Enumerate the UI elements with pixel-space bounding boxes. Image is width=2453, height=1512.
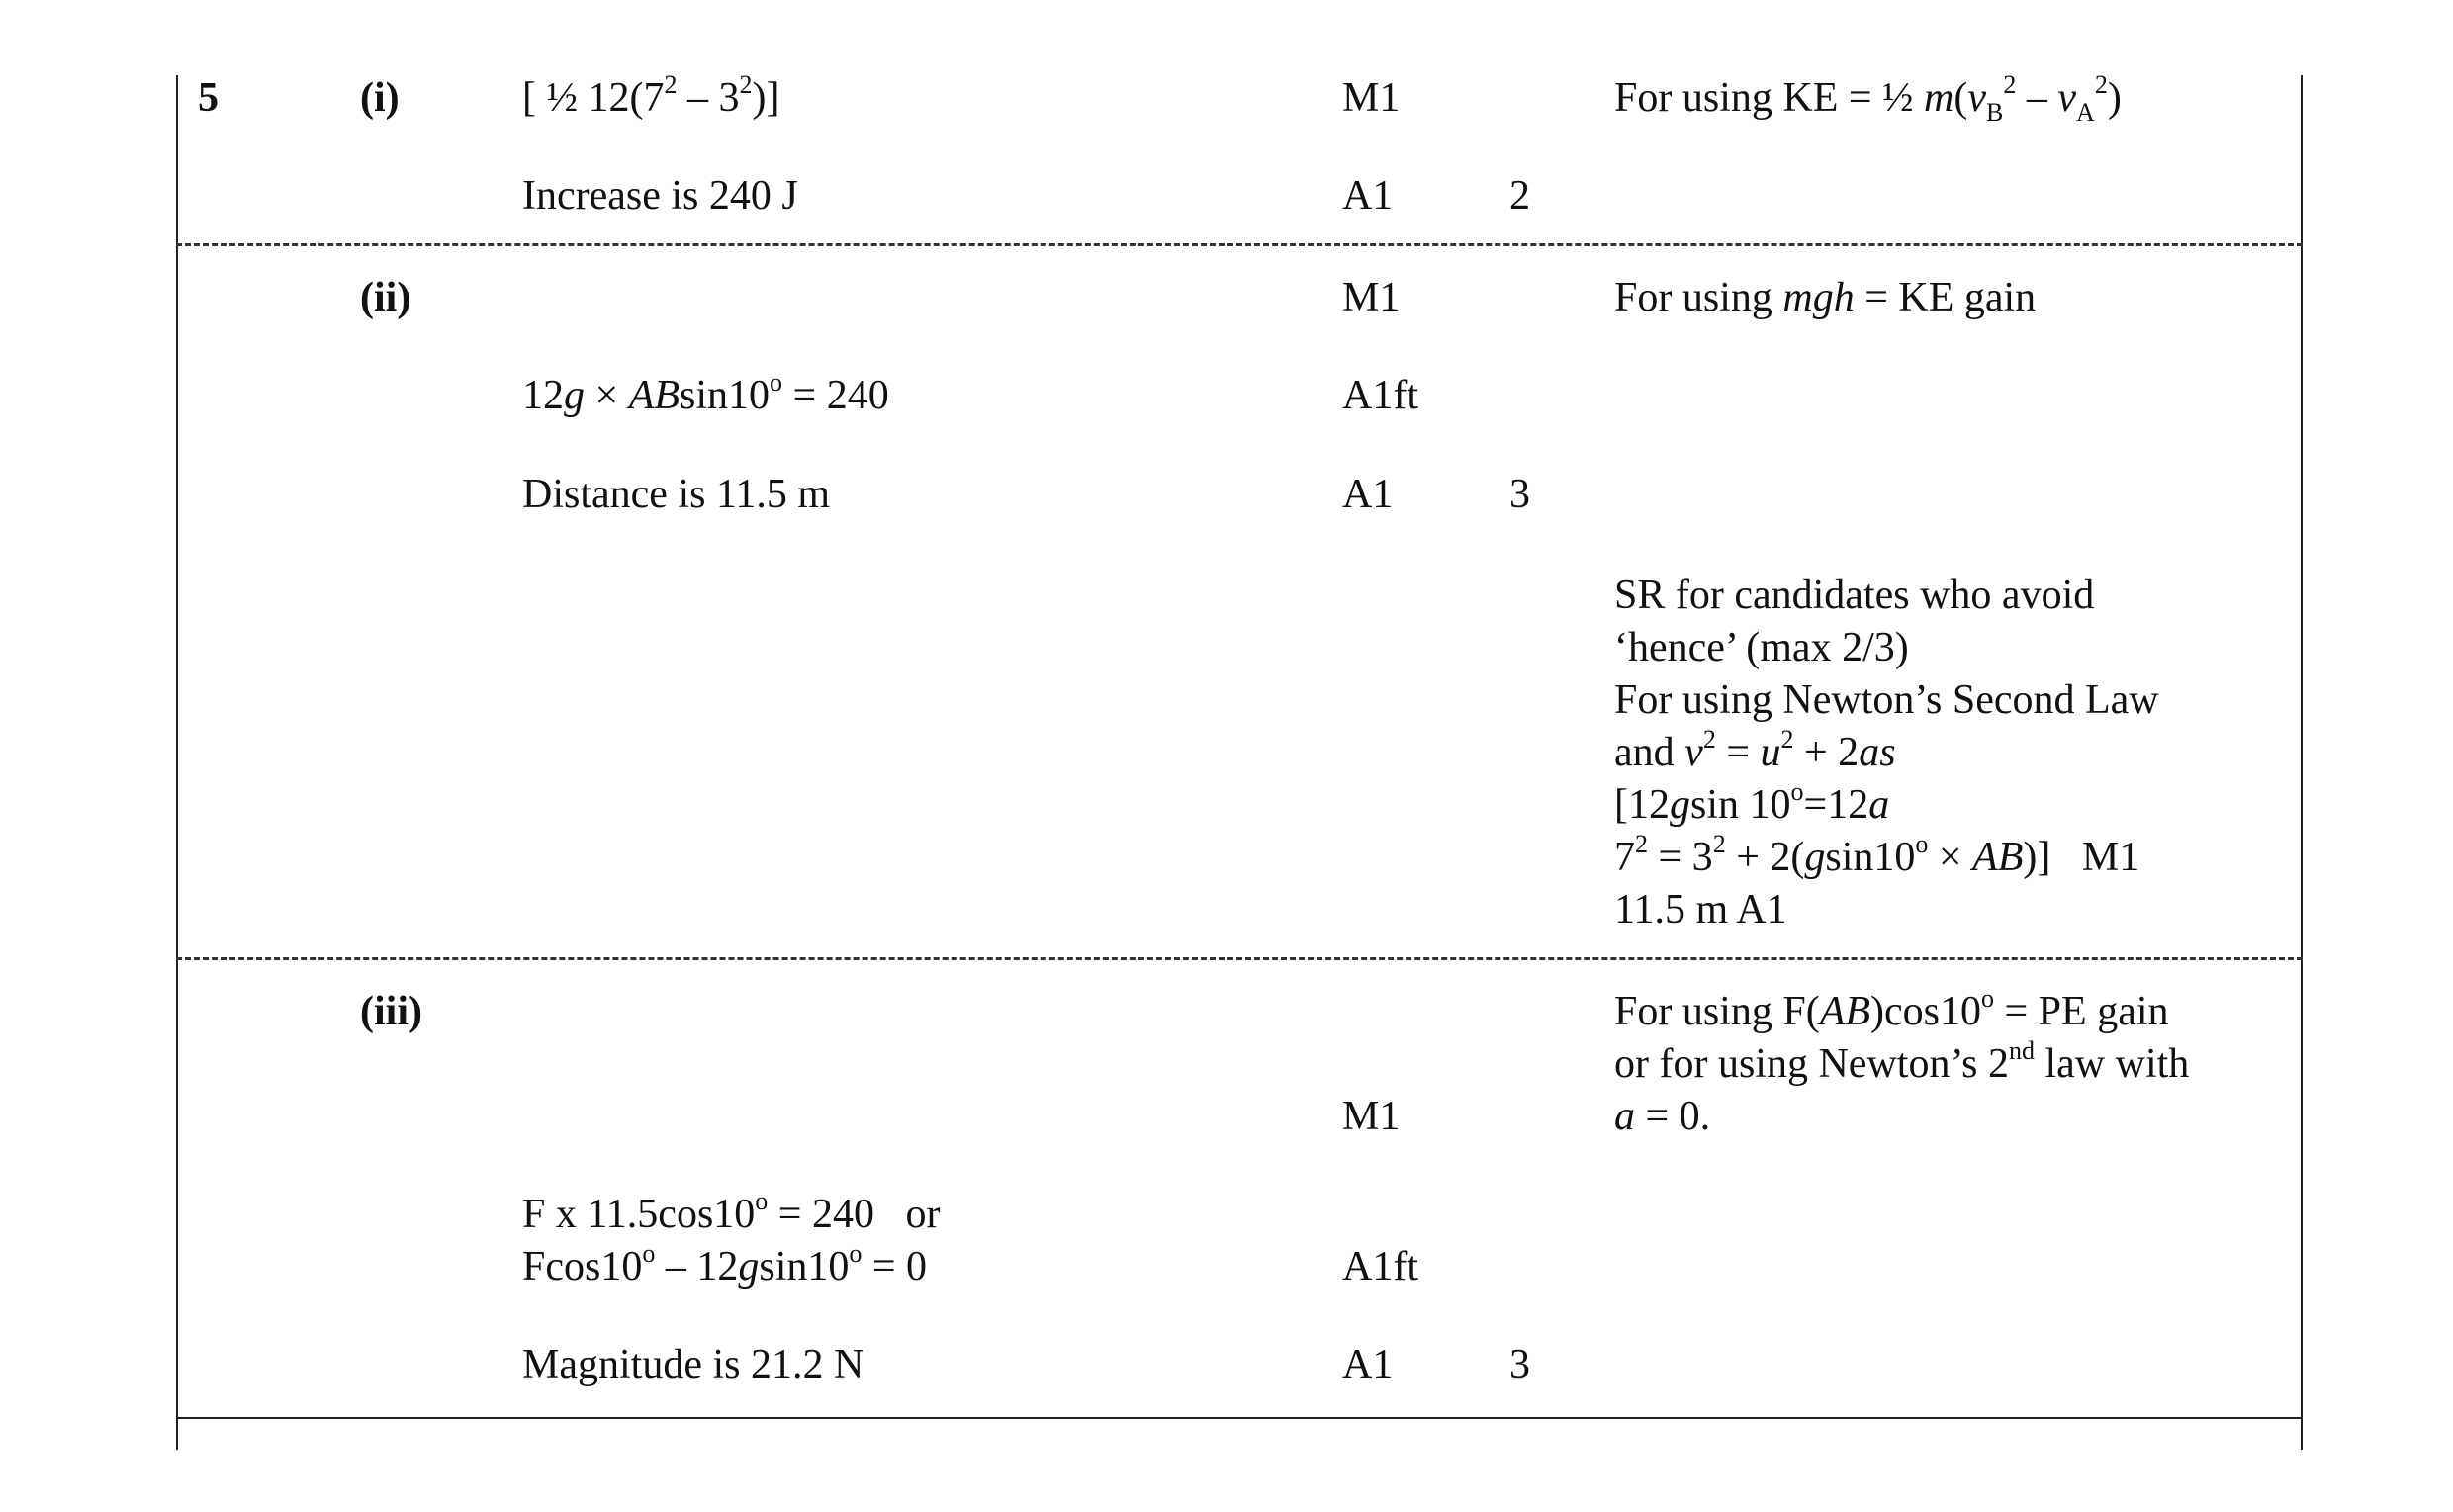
part-label: (iii) <box>360 989 422 1034</box>
working-line: $Fcos10^o - 12gsin10^o = 0$ <box>522 1239 928 1290</box>
mark-code: A1ft <box>1342 373 1418 418</box>
note-line: For using Newton’s Second Law <box>1614 677 2159 723</box>
working-line: Increase is 240 J <box>522 173 798 219</box>
mark-total: 3 <box>1509 1342 1530 1387</box>
working-line: [ ½ $12(7^2 - 3^2)$] <box>522 70 780 121</box>
working-line: $12g \times ABsin10^o = 240$ <box>522 368 889 418</box>
special-ruling-note <box>1614 570 2159 936</box>
mark-code: M1 <box>1342 75 1401 121</box>
bottom-border <box>176 1417 2303 1419</box>
working-line: Magnitude is 21.2 N <box>522 1342 864 1387</box>
divider-ii-iii <box>176 957 2303 960</box>
note-line: 11.5 m A1 <box>1614 887 1787 933</box>
mark-code: A1ft <box>1342 1244 1418 1290</box>
working-line: Distance is 11.5 m <box>522 472 831 517</box>
mark-code: A1 <box>1342 173 1394 219</box>
guidance-text: For using KE = ½ $m(v_B^2 - v_A^2)$ <box>1614 70 2122 127</box>
note-line: SR for candidates who avoid <box>1614 573 2095 618</box>
part-label: (i) <box>360 75 400 121</box>
divider-i-ii <box>176 243 2303 246</box>
note-line: or for using Newton’s 2nd law with <box>1614 1036 2190 1087</box>
guidance-text <box>1614 986 2189 1143</box>
guidance-text: For using mgh = KE gain <box>1614 275 2037 320</box>
mark-code: A1 <box>1342 1342 1394 1387</box>
part-label: (ii) <box>360 275 411 320</box>
mark-code: M1 <box>1342 275 1401 320</box>
mark-total: 3 <box>1509 472 1530 517</box>
note-line: ‘hence’ (max 2/3) <box>1614 625 1909 670</box>
note-line: a = 0. <box>1614 1094 1711 1139</box>
note-line: For using $F(AB)\cos 10^o$ = PE gain <box>1614 984 2169 1034</box>
working-line: F x $11.5\cos 10^o = 240$ or <box>522 1187 941 1237</box>
note-line: and $v^2 = u^2 + 2as$ <box>1614 725 1896 775</box>
note-line: [12gsin $10^o=12a$ <box>1614 777 1890 828</box>
mark-total: 2 <box>1509 173 1530 219</box>
mark-code: A1 <box>1342 472 1394 517</box>
left-border <box>176 75 178 1450</box>
note-line: $7^2 = 3^2 + 2(gsin10^o \times AB)$] M1 <box>1614 830 2140 880</box>
mark-code: M1 <box>1342 1094 1401 1139</box>
question-number: 5 <box>198 75 219 121</box>
right-border <box>2301 75 2303 1450</box>
